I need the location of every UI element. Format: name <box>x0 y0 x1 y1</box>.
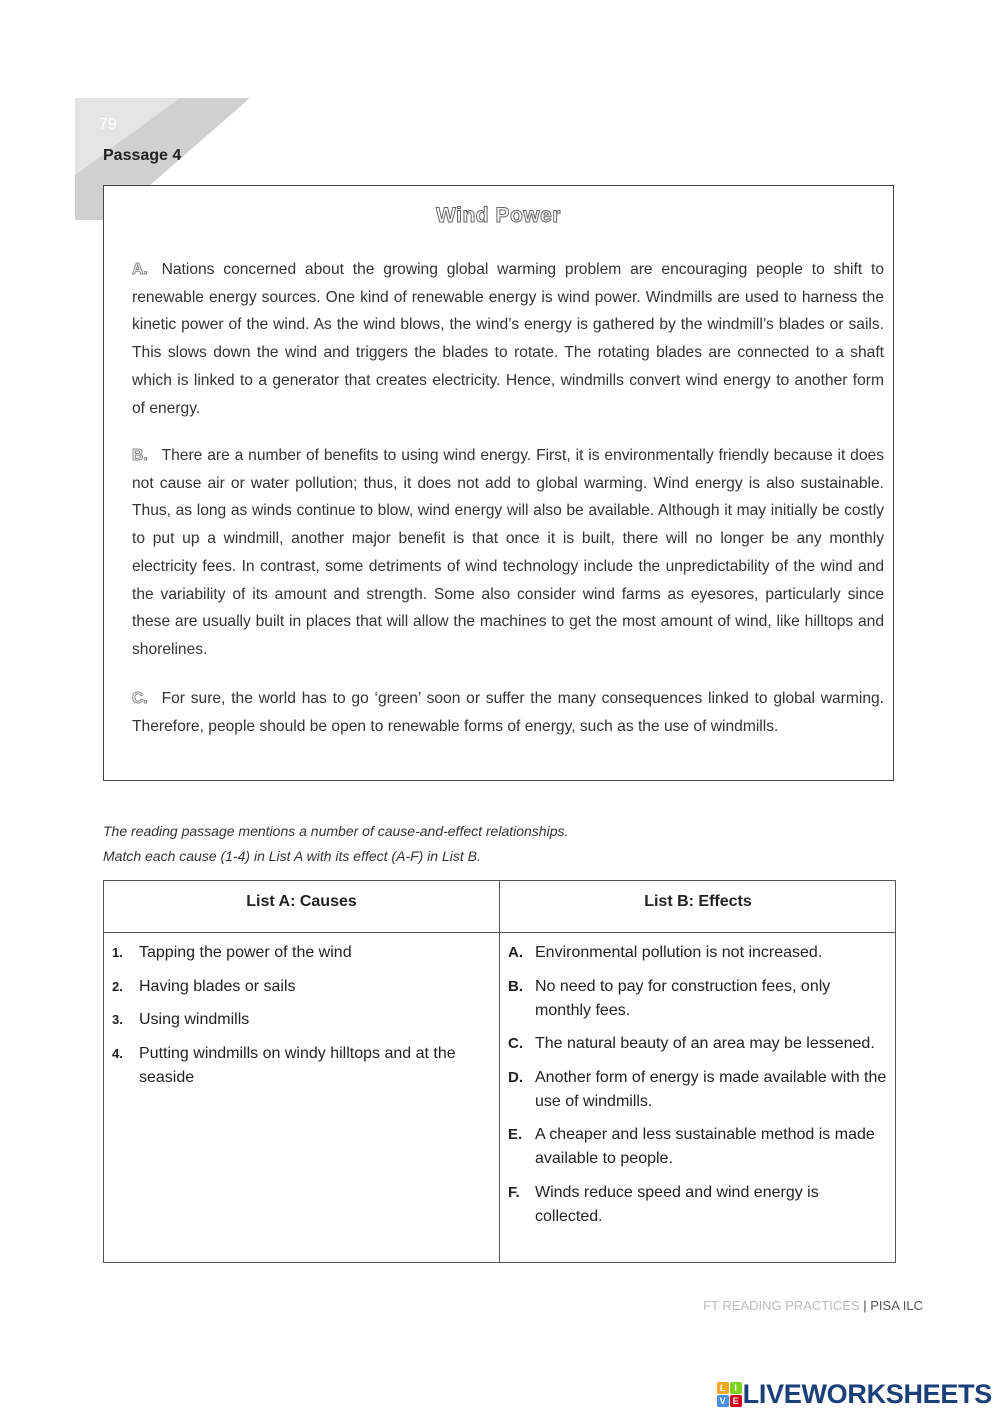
instructions-line-1: The reading passage mentions a number of cause-and-effect relationships. <box>103 823 569 839</box>
cause-item <box>112 1042 494 1090</box>
footer-separator: | <box>863 1298 867 1313</box>
paragraph-text: For sure, the world has to go ‘green’ soon or suffer the many consequences linked to global warming. Therefore, people should be open to renewable forms of energy, such as the use of windmills. <box>132 690 884 735</box>
matching-table <box>103 880 896 1263</box>
item-text: Winds reduce speed and wind energy is collected. <box>535 1183 819 1225</box>
instructions-line-2: Match each cause (1-4) in List A with its effect (A-F) in List B. <box>103 848 481 864</box>
item-marker: C. <box>508 1035 523 1052</box>
passage-title: Wind Power <box>436 204 561 227</box>
paragraph-letter: C. <box>132 690 148 707</box>
cause-item <box>112 975 494 999</box>
paragraph-text: Nations concerned about the growing global warming problem are encouraging people to shift to renewable energy sources. One kind of renewable energy is wind power. Windmills are used to harness the kinetic power of the wind. As the wind blows, the wind’s energy is gathered by the windmill’s blades or sails. This slows down the wind and triggers the blades to rotate. The rotating blades are connected to a shaft which is linked to a generator that creates electricity. Hence, windmills convert wind energy to another form of energy. <box>132 261 884 417</box>
item-text: Using windmills <box>139 1011 250 1028</box>
logo-letter: I <box>730 1382 742 1394</box>
page-footer <box>703 1298 923 1313</box>
item-text: Having blades or sails <box>139 977 296 995</box>
item-marker: 1. <box>112 945 123 960</box>
brand-text: LIVEWORKSHEETS <box>742 1378 992 1409</box>
page-number: 79 <box>99 116 117 133</box>
paragraph-b <box>132 442 884 664</box>
paragraph-letter: A. <box>132 261 148 278</box>
liveworksheets-logo-icon <box>717 1382 741 1406</box>
cause-item <box>112 1008 494 1032</box>
item-text: A cheaper and less sustainable method is made available to people. <box>535 1126 875 1167</box>
effect-item <box>508 975 888 1023</box>
footer-series: FT READING PRACTICES <box>703 1298 860 1313</box>
column-divider <box>499 881 500 1262</box>
causes-list <box>112 941 494 1099</box>
logo-letter: L <box>717 1382 729 1394</box>
header-list-b: List B: Effects <box>644 893 752 910</box>
footer-org: PISA ILC <box>870 1298 923 1313</box>
effect-item <box>508 941 888 965</box>
paragraph-text: There are a number of benefits to using wind energy. First, it is environmentally friendly because it does not cause air or water pollution; thus, it does not add to global warming. Wind energy is also sustainable. Thus, as long as winds continue to blow, wind energy will also be available. Although it may initially be costly to put up a windmill, another major benefit is that once it is built, there will no longer be any monthly electricity fees. In contrast, some detriments of wind technology include the unpredictability of the wind and the variability of its amount and strength. Some also consider wind farms as eyesores, particularly since these are usually built in places that will allow the machines to get the most amount of wind, like hilltops and shorelines. <box>132 447 884 658</box>
item-marker: A. <box>508 944 523 961</box>
instructions <box>103 819 568 869</box>
item-text: Environmental pollution is not increased. <box>535 944 823 961</box>
item-marker: E. <box>508 1126 523 1143</box>
item-marker: 4. <box>112 1045 123 1061</box>
effect-item <box>508 1066 888 1114</box>
logo-letter: V <box>717 1395 729 1407</box>
item-marker: B. <box>508 977 523 995</box>
paragraph-letter: B. <box>132 447 148 464</box>
effects-list <box>508 941 888 1238</box>
header-list-a: List A: Causes <box>246 893 357 910</box>
effect-item <box>508 1032 888 1056</box>
item-text: Putting windmills on windy hilltops and at the seaside <box>139 1044 456 1086</box>
item-marker: F. <box>508 1183 520 1201</box>
item-marker: 3. <box>112 1012 123 1027</box>
item-text: Tapping the power of the wind <box>139 944 352 961</box>
paragraph-c <box>132 685 884 740</box>
effect-item <box>508 1181 888 1229</box>
effect-item <box>508 1123 888 1171</box>
item-text: No need to pay for construction fees, only monthly fees. <box>535 977 831 1019</box>
passage-label: Passage 4 <box>103 147 182 164</box>
paragraph-a <box>132 256 884 422</box>
item-marker: D. <box>508 1068 523 1086</box>
item-text: Another form of energy is made available with the use of windmills. <box>535 1068 887 1110</box>
cause-item <box>112 941 494 965</box>
passage-box <box>103 185 894 781</box>
liveworksheets-brand[interactable] <box>717 1374 992 1414</box>
item-marker: 2. <box>112 978 123 994</box>
item-text: The natural beauty of an area may be lessened. <box>535 1035 875 1052</box>
logo-letter: E <box>730 1395 742 1407</box>
